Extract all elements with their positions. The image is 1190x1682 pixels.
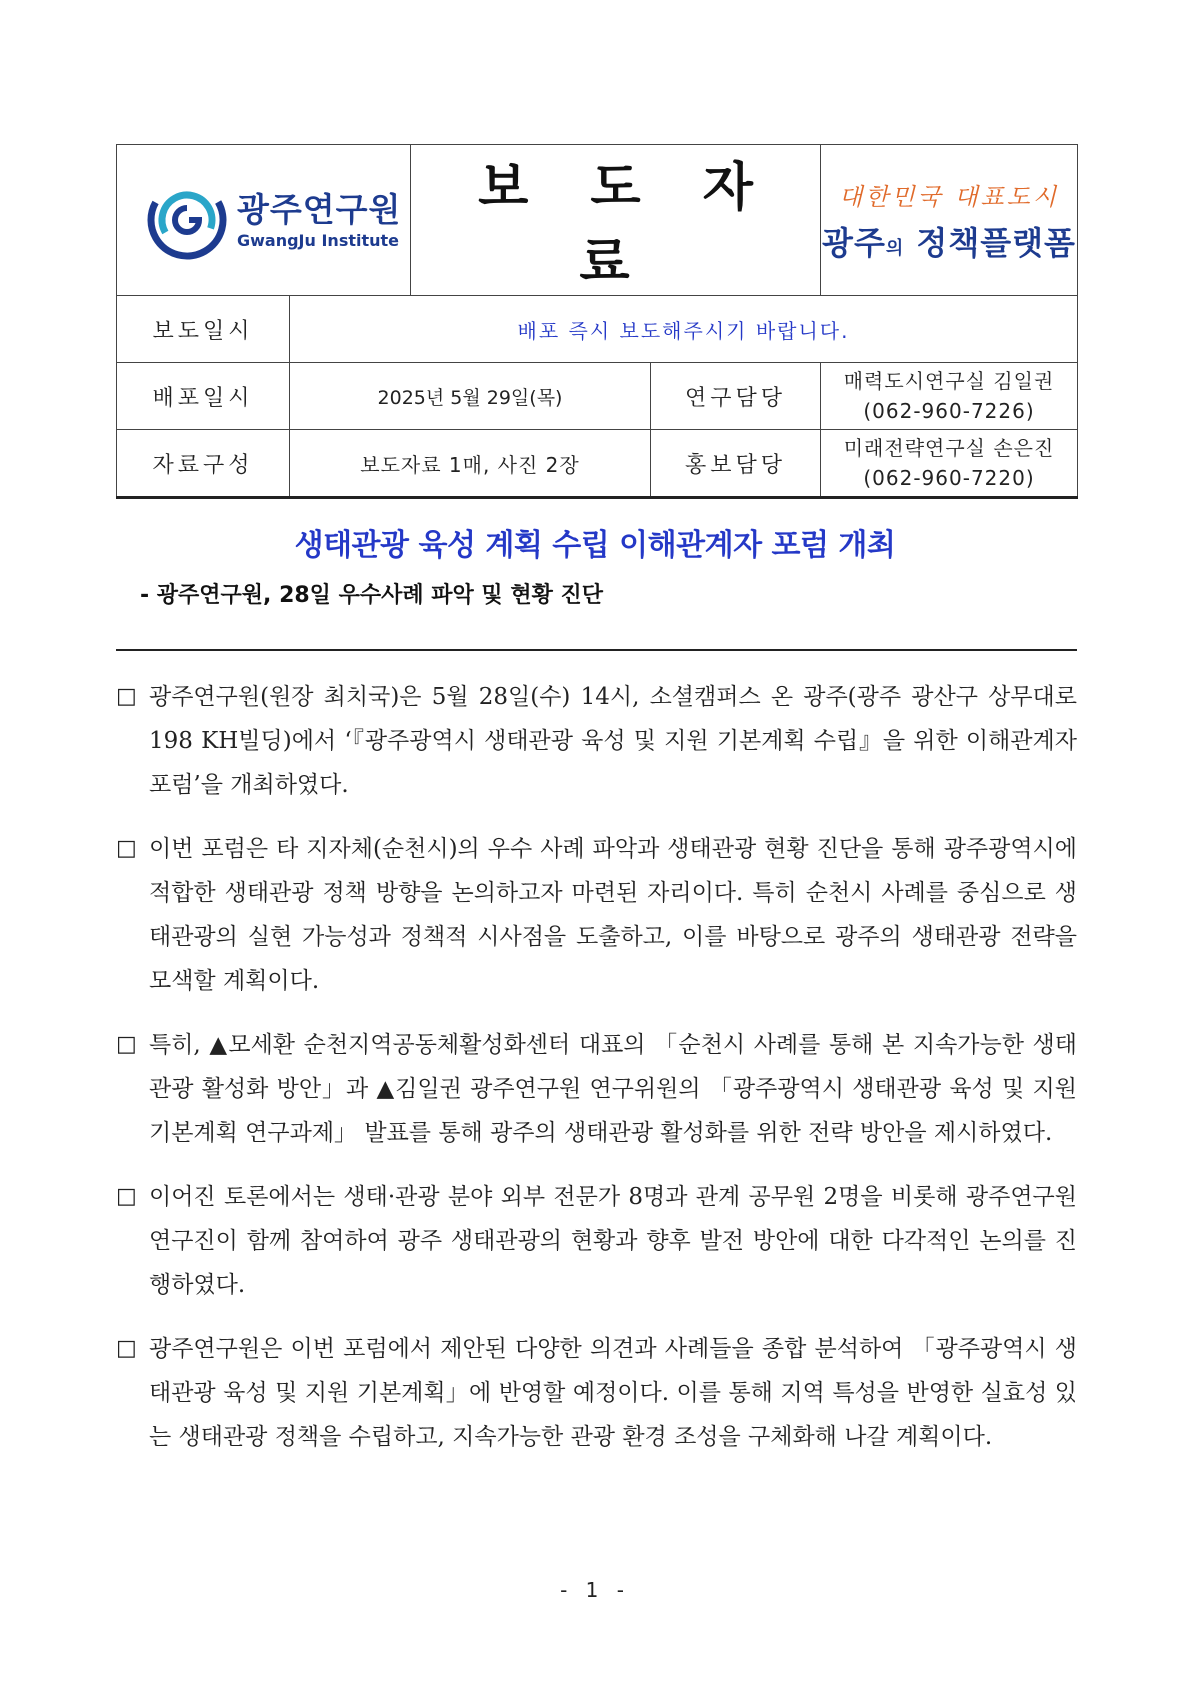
checkbox-bullet-icon: □ — [116, 836, 137, 861]
distribution-date-value: 2025년 5월 29일(목) — [290, 363, 651, 430]
press-header-table — [116, 144, 1078, 499]
slogan-cell — [821, 145, 1078, 296]
slogan-line-2: 광주의 정책플랫폼 — [822, 223, 1076, 262]
distribution-date-label: 배포일시 — [117, 363, 290, 430]
logo-cell — [117, 145, 411, 296]
headline: 생태관광 육성 계획 수립 이해관계자 포럼 개최 — [294, 528, 896, 563]
logo-english-name: GwangJu Institute — [237, 230, 400, 250]
paragraph: □ 광주연구원(원장 최치국)은 5월 28일(수) 14시, 소셜캠퍼스 온 광주(광주 광산구 상무대로 198 KH빌딩)에서 ‘『광주광역시 생태관광 육성 및 지원 기본계획 수립』을 위한 이해관계자 포럼’을 개최하였다. — [116, 675, 1077, 807]
paragraph: □ 이번 포럼은 타 지자체(순천시)의 우수 사례 파악과 생태관광 현황 진단을 통해 광주광역시에 적합한 생태관광 정책 방향을 논의하고자 마련된 자리이다. 특히 순천시 사례를 중심으로 생태관광의 실현 가능성과 정책적 시사점을 도출하고, 이를 바탕으로 광주의 생태관광 전략을 모색할 계획이다. — [116, 827, 1077, 1003]
research-contact-value: 매력도시연구실 김일권 (062-960-7226) — [821, 363, 1078, 430]
research-contact-label: 연구담당 — [651, 363, 821, 430]
composition-value: 보도자료 1매, 사진 2장 — [290, 430, 651, 498]
gwangju-institute-logo-icon — [145, 178, 229, 262]
paragraph: □ 광주연구원은 이번 포럼에서 제안된 다양한 의견과 사례들을 종합 분석하여 「광주광역시 생태관광 육성 및 지원 기본계획」에 반영할 예정이다. 이를 통해 지역 특성을 반영한 실효성 있는 생태관광 정책을 수립하고, 지속가능한 관광 환경 조성을 구체화해 나갈 계획이다. — [116, 1327, 1077, 1459]
logo-korean-name: 광주연구원 — [237, 189, 402, 229]
paragraph: □ 이어진 토론에서는 생태·관광 분야 외부 전문가 8명과 관계 공무원 2명을 비롯해 광주연구원 연구진이 함께 참여하여 광주 생태관광의 현황과 향후 발전 방안에 대한 다각적인 논의를 진행하였다. — [116, 1175, 1077, 1307]
checkbox-bullet-icon: □ — [116, 1184, 137, 1209]
body-text — [116, 675, 1077, 1479]
composition-label: 자료구성 — [117, 430, 290, 498]
checkbox-bullet-icon: □ — [116, 684, 137, 709]
press-title-cell — [411, 145, 821, 296]
press-release-title: 보 도 자 료 — [478, 158, 775, 293]
paragraph: □ 특히, ▲모세환 순천지역공동체활성화센터 대표의 「순천시 사례를 통해 본 지속가능한 생태관광 활성화 방안」과 ▲김일권 광주연구원 연구위원의 「광주광역시 생태관광 육성 및 지원 기본계획 연구과제」 발표를 통해 광주의 생태관광 활성화를 위한 전략 방안을 제시하였다. — [116, 1023, 1077, 1155]
checkbox-bullet-icon: □ — [116, 1336, 137, 1361]
release-date-label: 보도일시 — [117, 296, 290, 363]
page-number: - 1 - — [560, 1578, 630, 1602]
divider — [116, 649, 1077, 651]
pr-contact-value: 미래전략연구실 손은진 (062-960-7220) — [821, 430, 1078, 498]
release-date-value: 배포 즉시 보도해주시기 바랍니다. — [290, 296, 1078, 363]
checkbox-bullet-icon: □ — [116, 1032, 137, 1057]
slogan-line-1: 대한민국 대표도시 — [838, 182, 1060, 211]
subheadline: - 광주연구원, 28일 우수사례 파악 및 현황 진단 — [140, 583, 604, 608]
pr-contact-label: 홍보담당 — [651, 430, 821, 498]
